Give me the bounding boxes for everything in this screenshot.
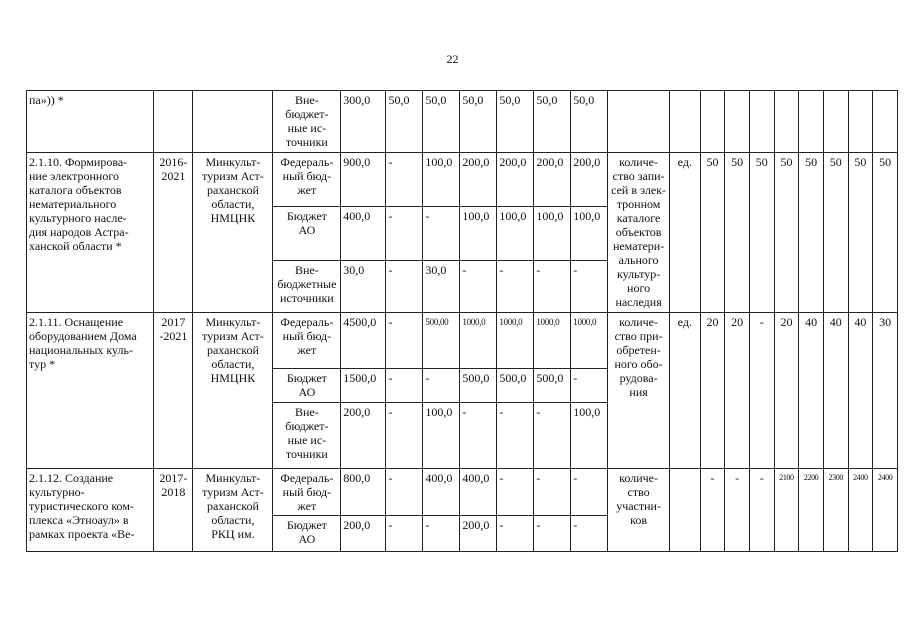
unit-cell: ед. [669,153,700,313]
funding-value-cell: - [386,403,423,469]
funding-value-cell: - [386,516,423,552]
funding-value-cell: - [460,403,497,469]
indicator-value-cell: 40 [823,313,848,469]
funding-source-cell: Вне- бюджет- ные ис- точники [273,403,341,469]
funding-source-cell: Вне- бюджетные источники [273,261,341,313]
funding-value-cell: 1500,0 [341,369,386,403]
funding-value-cell: 200,0 [534,153,571,207]
funding-source-cell: Федераль- ный бюд- жет [273,313,341,369]
funding-value-cell: - [571,469,608,516]
unit-cell [669,469,700,552]
indicator-value-cell: 2400 [873,469,898,552]
executor-cell: Минкульт- туризм Аст- раханской области, НМЦНК [193,313,273,469]
unit-cell: ед. [669,313,700,469]
funding-value-cell: 50,0 [386,91,423,153]
funding-value-cell: - [423,516,460,552]
funding-value-cell: - [534,516,571,552]
funding-value-cell: 400,0 [341,207,386,261]
funding-value-cell: 1000,0 [460,313,497,369]
funding-value-cell: 200,0 [341,403,386,469]
funding-value-cell: - [386,207,423,261]
funding-value-cell: 50,0 [497,91,534,153]
funding-source-cell: Бюджет АО [273,516,341,552]
measure-name-cell: па»)) * [27,91,154,153]
indicator-value-cell: 50 [873,153,898,313]
table-row [27,153,898,207]
empty-cell [725,91,750,153]
years-cell: 2017 -2021 [154,313,193,469]
indicator-cell: количе- ство запи- сей в элек- тронном каталоге объектов нематери- ального культур- ного наследия [608,153,670,313]
funding-value-cell: 100,0 [460,207,497,261]
funding-value-cell: - [423,369,460,403]
indicator-cell: количе- ство участни- ков [608,469,670,552]
funding-value-cell: 900,0 [341,153,386,207]
funding-value-cell: 200,0 [497,153,534,207]
indicator-cell: количе- ство при- обретен- ного обо- рудова- ния [608,313,670,469]
funding-value-cell: 50,0 [460,91,497,153]
funding-value-cell: 1000,0 [534,313,571,369]
funding-value-cell: - [386,261,423,313]
indicator-value-cell: 50 [823,153,848,313]
table-row [27,91,898,153]
indicator-value-cell: 50 [848,153,873,313]
empty-cell [154,91,193,153]
indicator-value-cell: 50 [774,153,799,313]
measure-name-cell: 2.1.12. Создание культурно- туристического ком- плекса «Этноаул» в рамках проекта «Ве- [27,469,154,552]
indicator-value-cell: 2300 [823,469,848,552]
indicator-value-cell: - [725,469,750,552]
empty-cell [700,91,725,153]
table-row [27,469,898,516]
funding-value-cell: 100,0 [571,207,608,261]
years-cell: 2017- 2018 [154,469,193,552]
funding-value-cell: 800,0 [341,469,386,516]
funding-value-cell: - [534,261,571,313]
empty-cell [749,91,774,153]
funding-value-cell: 500,0 [534,369,571,403]
executor-cell: Минкульт- туризм Аст- раханской области, НМЦНК [193,153,273,313]
funding-value-cell: - [497,261,534,313]
indicator-value-cell: - [749,313,774,469]
funding-value-cell: 50,0 [571,91,608,153]
indicator-value-cell: 30 [873,313,898,469]
indicator-value-cell: 20 [725,313,750,469]
funding-value-cell: - [497,516,534,552]
funding-value-cell: 500,0 [460,369,497,403]
funding-value-cell: 400,0 [460,469,497,516]
funding-value-cell: 100,0 [423,403,460,469]
measure-name-cell: 2.1.10. Формирова- ние электронного каталога объектов нематериального культурного насле- дия народов Астра- ханской области * [27,153,154,313]
indicator-value-cell: - [700,469,725,552]
indicator-value-cell: 2200 [799,469,824,552]
funding-value-cell: 500,00 [423,313,460,369]
funding-value-cell: 50,0 [423,91,460,153]
funding-value-cell: 30,0 [341,261,386,313]
funding-value-cell: - [497,403,534,469]
indicator-value-cell: 20 [700,313,725,469]
funding-value-cell: 200,0 [341,516,386,552]
funding-value-cell: 200,0 [460,516,497,552]
empty-cell [669,91,700,153]
empty-cell [848,91,873,153]
funding-value-cell: - [386,369,423,403]
indicator-value-cell: 40 [799,313,824,469]
empty-cell [799,91,824,153]
funding-value-cell: 100,0 [423,153,460,207]
funding-value-cell: 300,0 [341,91,386,153]
empty-cell [774,91,799,153]
indicator-value-cell: 50 [700,153,725,313]
funding-value-cell: - [497,469,534,516]
funding-value-cell: - [386,313,423,369]
page-number: 22 [446,52,459,66]
funding-source-cell: Федераль- ный бюд- жет [273,153,341,207]
funding-value-cell: 4500,0 [341,313,386,369]
funding-value-cell: - [460,261,497,313]
funding-value-cell: - [534,469,571,516]
executor-cell: Минкульт- туризм Аст- раханской области, РКЦ им. [193,469,273,552]
indicator-value-cell: - [749,469,774,552]
funding-value-cell: 200,0 [571,153,608,207]
indicator-value-cell: 50 [799,153,824,313]
measure-name-cell: 2.1.11. Оснащение оборудованием Дома национальных куль- тур * [27,313,154,469]
indicator-value-cell: 20 [774,313,799,469]
indicator-value-cell: 50 [749,153,774,313]
funding-value-cell: - [386,153,423,207]
funding-source-cell: Бюджет АО [273,207,341,261]
funding-source-cell: Вне- бюджет- ные ис- точники [273,91,341,153]
funding-value-cell: 100,0 [571,403,608,469]
funding-value-cell: 50,0 [534,91,571,153]
funding-value-cell: - [571,369,608,403]
funding-value-cell: - [386,469,423,516]
empty-cell [608,91,670,153]
indicator-value-cell: 2100 [774,469,799,552]
indicator-value-cell: 50 [725,153,750,313]
funding-value-cell: - [423,207,460,261]
funding-value-cell: 500,0 [497,369,534,403]
funding-source-cell: Бюджет АО [273,369,341,403]
program-table [26,90,898,552]
table-row [27,313,898,369]
funding-value-cell: 1000,0 [497,313,534,369]
funding-source-cell: Федераль- ный бюд- жет [273,469,341,516]
funding-value-cell: - [571,261,608,313]
empty-cell [823,91,848,153]
funding-value-cell: - [571,516,608,552]
years-cell: 2016- 2021 [154,153,193,313]
indicator-value-cell: 40 [848,313,873,469]
empty-cell [193,91,273,153]
funding-value-cell: 30,0 [423,261,460,313]
funding-value-cell: 100,0 [497,207,534,261]
funding-value-cell: 400,0 [423,469,460,516]
indicator-value-cell: 2400 [848,469,873,552]
funding-value-cell: 100,0 [534,207,571,261]
empty-cell [873,91,898,153]
funding-value-cell: 200,0 [460,153,497,207]
funding-value-cell: 1000,0 [571,313,608,369]
funding-value-cell: - [534,403,571,469]
